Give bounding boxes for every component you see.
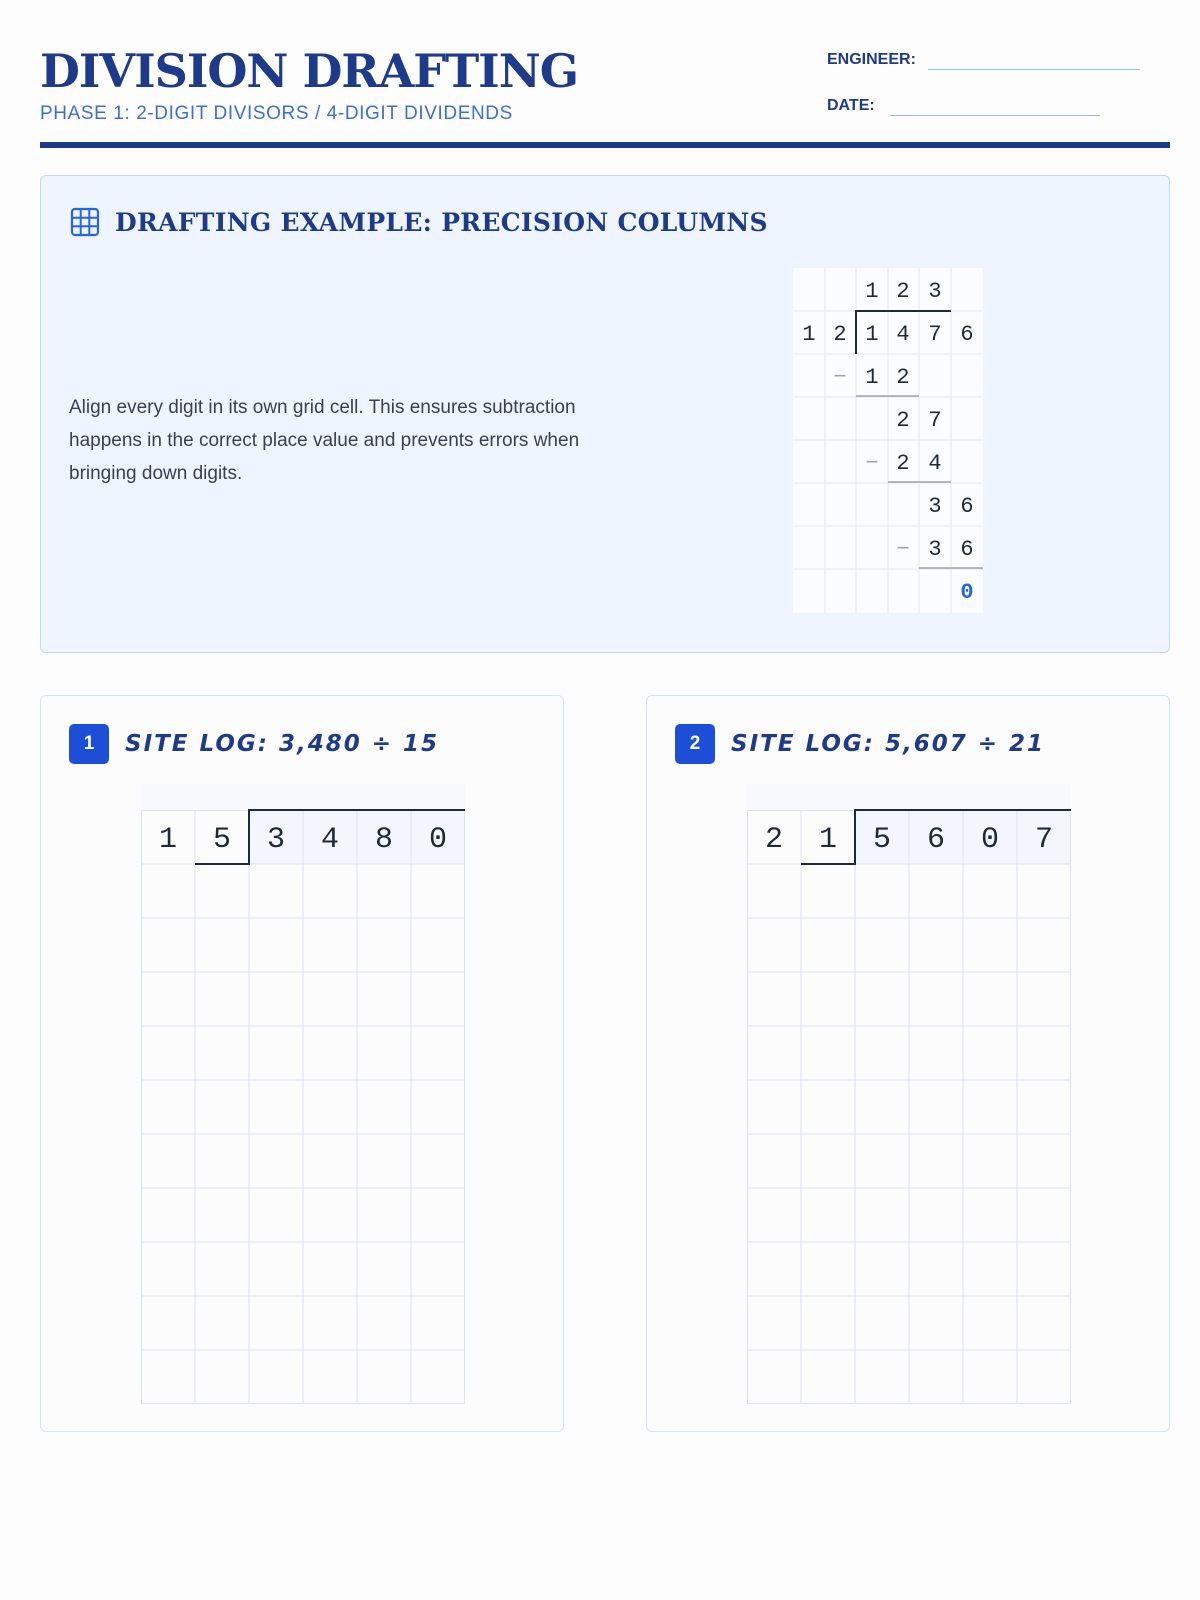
problem-number-badge: 1 — [69, 724, 109, 764]
step-digit: 4 — [928, 451, 942, 476]
quotient-digit: 3 — [928, 279, 942, 304]
problem-card-2 — [646, 695, 1170, 1432]
step-digit: 2 — [896, 408, 910, 433]
dividend-digit: 0 — [980, 823, 1000, 857]
example-heading — [69, 206, 768, 238]
page-title: DIVISION DRAFTING — [40, 44, 579, 98]
dividend-digit: 7 — [928, 322, 942, 347]
divisor-digit: 1 — [802, 322, 816, 347]
divisor-digit: 2 — [764, 823, 784, 857]
dividend-digit: 8 — [374, 823, 394, 857]
minus-sign: − — [865, 451, 879, 476]
step-digit: 7 — [928, 408, 942, 433]
dividend-digit: 6 — [960, 322, 974, 347]
engineer-field[interactable] — [928, 48, 1140, 70]
problem-title: SITE LOG: 3,480 ÷ 15 — [125, 731, 440, 757]
dividend-digit: 6 — [926, 823, 946, 857]
divisor-digit: 1 — [818, 823, 838, 857]
work-grid[interactable] — [141, 784, 465, 1404]
example-division-grid — [793, 268, 983, 613]
minus-sign: − — [833, 365, 847, 390]
page-subtitle: PHASE 1: 2-DIGIT DIVISORS / 4-DIGIT DIVIDENDS — [40, 103, 513, 124]
dividend-digit: 7 — [1034, 823, 1054, 857]
problem-number-badge: 2 — [675, 724, 715, 764]
divisor-digit: 2 — [833, 322, 847, 347]
problem-heading — [69, 724, 439, 764]
divisor-digit: 1 — [158, 823, 178, 857]
minus-sign: − — [896, 537, 910, 562]
grid-icon — [69, 206, 101, 238]
dividend-digit: 4 — [320, 823, 340, 857]
work-grid[interactable] — [747, 784, 1071, 1404]
dividend-digit: 5 — [872, 823, 892, 857]
dividend-digit: 0 — [428, 823, 448, 857]
final-remainder: 0 — [960, 580, 974, 605]
step-digit: 3 — [928, 494, 942, 519]
problem-title: SITE LOG: 5,607 ÷ 21 — [731, 731, 1046, 757]
date-label: DATE: — [827, 97, 875, 114]
step-digit: 2 — [896, 365, 910, 390]
problem-card-1 — [40, 695, 564, 1432]
engineer-label: ENGINEER: — [827, 51, 916, 68]
example-description: Align every digit in its own grid cell. This ensures subtraction happens in the correct place value and prevents errors when bringing down digits. — [69, 397, 580, 484]
date-field[interactable] — [890, 94, 1100, 116]
dividend-digit: 1 — [865, 322, 879, 347]
step-digit: 1 — [865, 365, 879, 390]
quotient-digit: 2 — [896, 279, 910, 304]
dividend-digit: 4 — [896, 322, 910, 347]
example-title: DRAFTING EXAMPLE: PRECISION COLUMNS — [115, 207, 768, 237]
problem-heading — [675, 724, 1045, 764]
step-digit: 6 — [960, 494, 974, 519]
divisor-digit: 5 — [212, 823, 232, 857]
worksheet-header — [40, 40, 1170, 148]
step-digit: 2 — [896, 451, 910, 476]
drafting-example-panel — [40, 175, 1170, 653]
step-digit: 3 — [928, 537, 942, 562]
dividend-digit: 3 — [266, 823, 286, 857]
quotient-digit: 1 — [865, 279, 879, 304]
step-digit: 6 — [960, 537, 974, 562]
